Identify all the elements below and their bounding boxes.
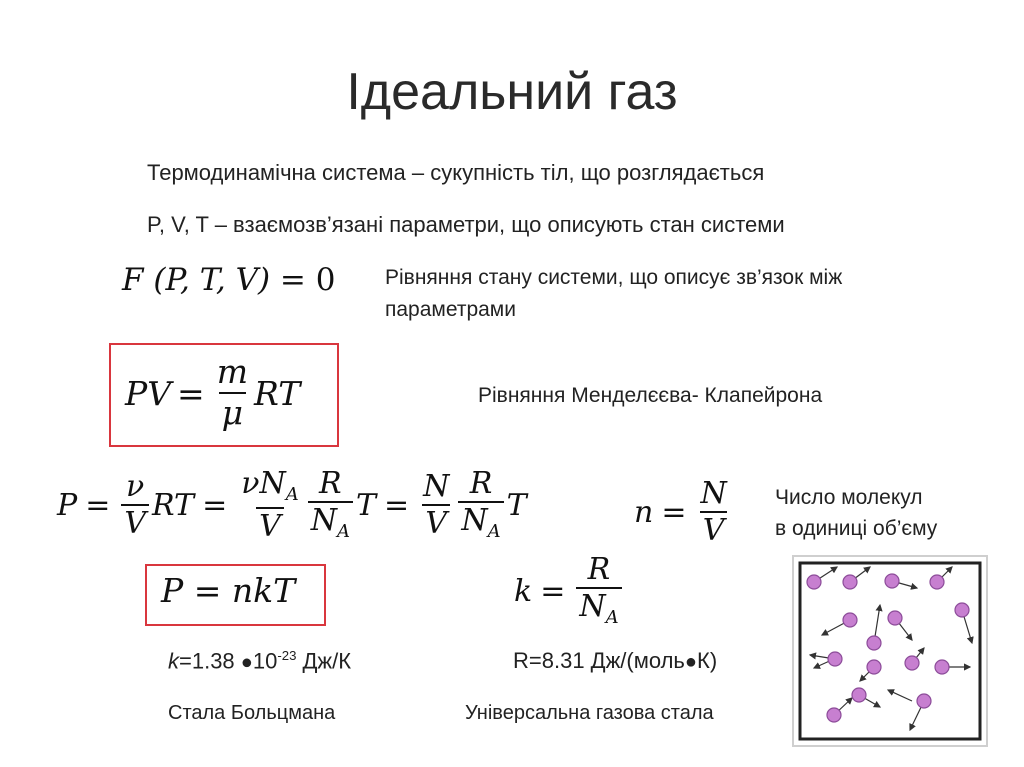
parameters-line: P, V, T – взаємозв’язані параметри, що описують стан системи [147, 212, 785, 237]
concentration-equation: n = $\frac{N}{V}$ [634, 475, 727, 548]
mendeleev-equation: PV = $\frac{m}{\mu}$ RT [125, 352, 301, 432]
definition-line: Термодинамічна система – сукупність тіл, що розглядається [147, 160, 765, 185]
concentration-label-1: Число молекул [775, 486, 923, 509]
state-equation-desc-2: параметрами [385, 298, 516, 321]
concentration-label-2: в одиниці об’єму [775, 517, 938, 540]
mendeleev-label: Рівняння Менделєєва- Клапейрона [478, 384, 823, 407]
gas-constant-value: R=8.31 Дж/(моль●К) [513, 648, 718, 673]
gas-constant-label: Універсальна газова стала [465, 702, 714, 724]
pnkt-equation: P = nkT [161, 571, 296, 610]
state-equation: F (P, T, V) = 0 [122, 262, 336, 298]
state-equation-desc-1: Рівняння стану системи, що описує зв’язок між [385, 266, 843, 289]
boltzmann-value: k=1.38 $●10^{-23}$ Дж/К [168, 648, 352, 674]
boltzmann-label: Стала Больцмана [168, 702, 336, 724]
gas-molecules-illustration [792, 555, 988, 747]
slide-title: Ідеальний газ [346, 63, 678, 121]
boltzmann-equation: k = $\frac{R}{N_A}$ [514, 546, 625, 636]
pressure-derivation: P = $\frac{\nu}{V}$ RT = $\frac{\nu N_A}{V}$ $\frac{R}{N_A}$ T = $\frac{N}{V}$ $\frac{R}{N_A}$ T [57, 465, 527, 544]
